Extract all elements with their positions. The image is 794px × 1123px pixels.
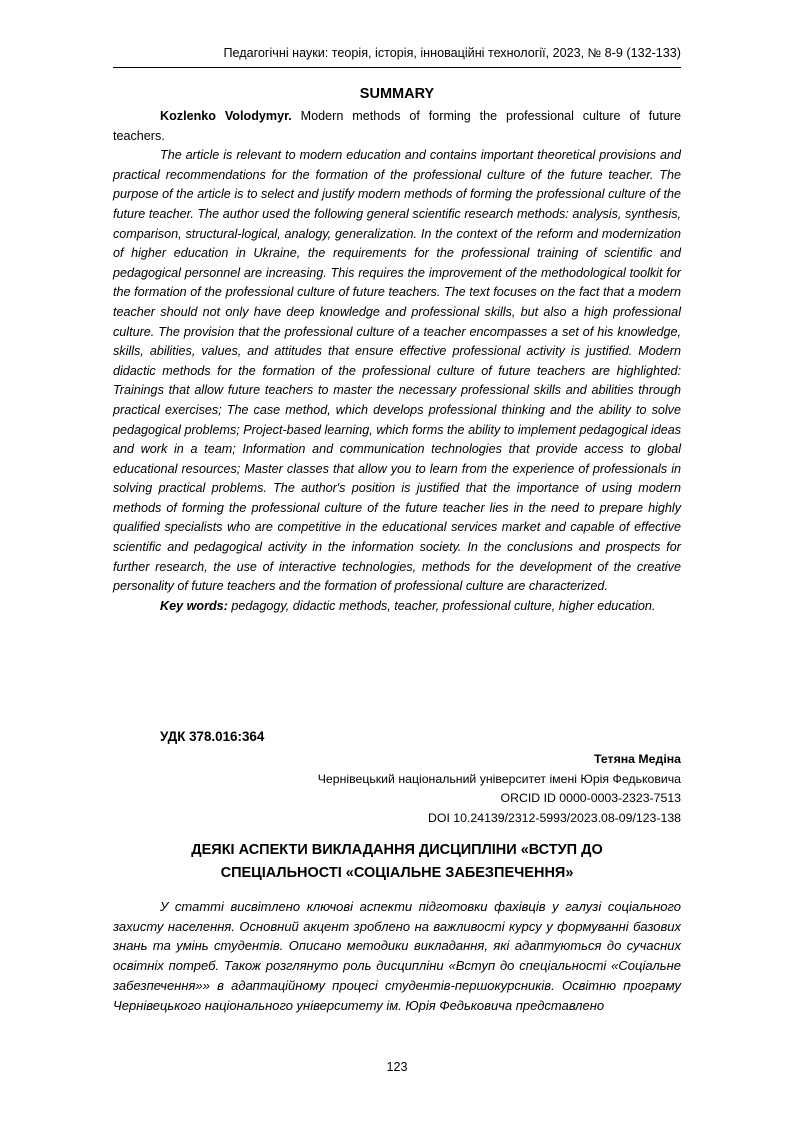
article-title-line-2: СПЕЦІАЛЬНОСТІ «СОЦІАЛЬНЕ ЗАБЕЗПЕЧЕННЯ» xyxy=(220,865,574,881)
summary-section xyxy=(113,107,681,616)
summary-author: Kozlenko Volodymyr. xyxy=(160,109,292,123)
page-number: 123 xyxy=(386,1060,408,1074)
udk-code: УДК 378.016:364 xyxy=(160,729,265,744)
author-name: Тетяна Медіна xyxy=(593,752,681,766)
article-title xyxy=(113,839,681,885)
summary-citation xyxy=(113,107,681,146)
keywords-label: Key words: xyxy=(160,598,228,613)
summary-title: SUMMARY xyxy=(359,86,435,102)
article-doi: DOI 10.24139/2312-5993/2023.08-09/123-138 xyxy=(428,810,681,825)
keywords-list: pedagogy, didactic methods, teacher, professional culture, higher education. xyxy=(227,598,656,613)
summary-keywords xyxy=(113,597,681,617)
running-header: Педагогічні науки: теорія, історія, інноваційні технології, 2023, № 8-9 (132-133) xyxy=(223,46,681,60)
summary-article-title: Modern methods of forming the professional culture of future teachers. xyxy=(113,109,681,143)
summary-abstract: The article is relevant to modern education and contains important theoretical provisions and practical recommendations for the formation of the professional culture of the future teacher. The purpose of the article is to select and justify modern methods of forming the professional culture of the future teacher. The author used the following general scientific research methods: analysis, synthesis, comparison, structural-logical, analogy, generalization. In the context of the reform and modernization of higher education in Ukraine, the requirements for the professional training of scientific and pedagogical personnel are increasing. This requires the improvement of the methodological toolkit for the formation of the professional culture of future teachers. The text focuses on the fact that a modern teacher should not only have deep knowledge and professional skills, but also a high professional culture. The provision that the professional culture of a teacher encompasses a set of his knowledge, skills, abilities, values, and attitudes that ensure effective professional activity is justified. Modern didactic methods for the formation of the professional culture of future teachers are highlighted: Trainings that allow future teachers to master the necessary professional skills and abilities through practical exercises; The case method, which develops professional thinking and the ability to solve pedagogical problems; Project-based learning, which forms the ability to implement pedagogical ideas and work in a team; Information and communication technologies that provide access to global educational resources; Master classes that allow you to learn from the experience of professionals in solving practical problems. The author's position is justified that the importance of using modern methods of forming the professional culture of the future teacher lies in the need to prepare highly qualified specialists who are competitive in the educational services market and capable of effective scientific and pedagogical activity in the information society. In the conclusions and prospects for further research, the use of interactive technologies, methods for the development of the creative personality of future teachers and the formation of professional culture are characterized. xyxy=(113,148,681,594)
article-abstract: У статті висвітлено ключові аспекти підготовки фахівців у галузі соціального захисту населення. Основний акцент зроблено на важливості курсу у формуванні базових знань та умінь студентів. Описано методики викладання, які адаптуються до сучасних освітніх потреб. Також розглянуто роль дисципліни «Вступ до спеціальності «Соціальне забезпечення»» в адаптаційному процесі студентів-першокурсників. Освітню програму Чернівецького національного університету ім. Юрія Федьковича представлено xyxy=(113,899,681,1013)
author-affiliation: Чернівецький національний університет імені Юрія Федьковича xyxy=(317,771,681,786)
author-block xyxy=(113,750,681,828)
article-title-line-1: ДЕЯКІ АСПЕКТИ ВИКЛАДАННЯ ДИСЦИПЛІНИ «ВСТУП ДО xyxy=(191,842,603,858)
author-orcid: ORCID ID 0000-0003-2323-7513 xyxy=(500,791,681,805)
header-rule xyxy=(113,67,681,68)
